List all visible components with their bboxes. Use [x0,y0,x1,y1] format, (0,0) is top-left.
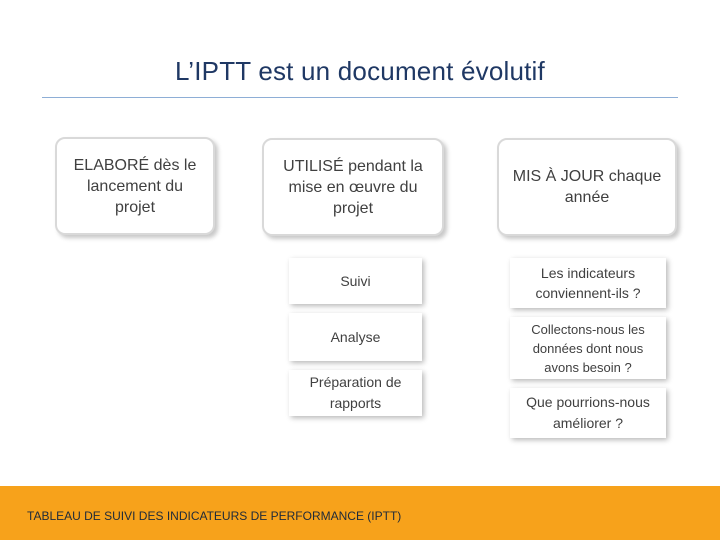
stage-box-elabore [55,137,215,235]
stage-label-mis-a-jour: MIS À JOUR chaque année [512,168,662,206]
title-divider [42,97,678,98]
slide-title: L’IPTT est un document évolutif [175,56,545,86]
question-label-donnees: Collectons-nous les données dont nous avons besoin ? [531,321,645,375]
stage-label-elabore: ELABORÉ dès le lancement du projet [73,156,197,216]
stage-box-utilise [262,138,444,236]
use-label-analyse: Analyse [330,328,381,345]
stage-label-utilise: UTILISÉ pendant la mise en œuvre du projet [283,157,423,217]
question-box-indicateurs [510,258,666,308]
use-box-rapports [289,370,422,416]
question-box-donnees [510,317,666,379]
use-label-suivi: Suivi [340,272,371,289]
use-label-rapports: Préparation de rapports [309,374,402,411]
question-label-indicateurs: Les indicateurs conviennent-ils ? [535,265,641,301]
use-box-analyse [289,313,422,361]
question-box-ameliorer [510,388,666,438]
question-label-ameliorer: Que pourrions-nous améliorer ? [526,394,650,431]
footer-text: TABLEAU DE SUIVI DES INDICATEURS DE PERFORMANCE (IPTT) [27,509,402,523]
stage-box-mis-a-jour [497,138,677,236]
use-box-suivi [289,258,422,304]
